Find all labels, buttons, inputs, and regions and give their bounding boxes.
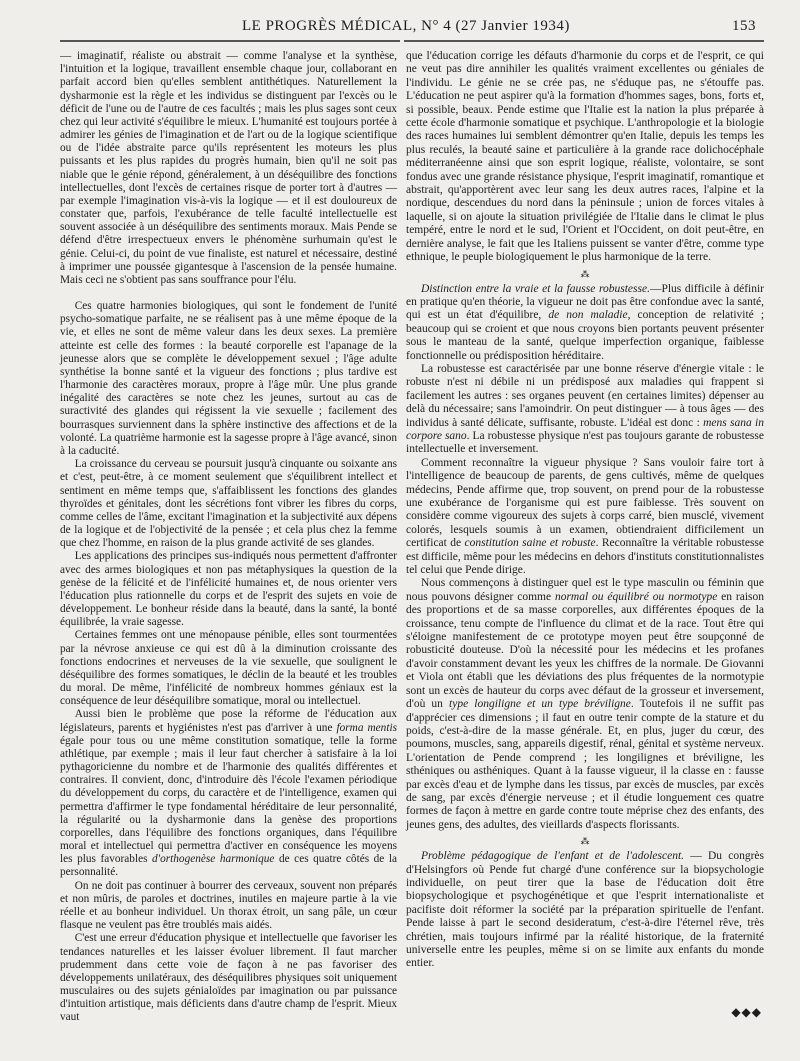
text-run: de ces quatre côtés de la personnalité. (60, 853, 397, 879)
paragraph: On ne doit pas continuer à bourrer des cerveaux, souvent non préparés et non mûris, de paroles et doctrines, inutiles en majeure partie à la vie réelle et au bonheur individuel. Un thorax étroit, un sang pâle, un cœur flasque ne veulent pas être troublés mais aidés. (60, 879, 397, 932)
italic-term: de non maladie (548, 309, 628, 322)
paragraph: que l'éducation corrige les défauts d'harmonie du corps et de l'esprit, ce qui ne veut pas dire annihiler les qualités vraiment excellentes ou géniales de l'individu. Le génie ne se crée pas, ne s'éduque pas, ne s'étouffe pas. L'éducation ne peut aspirer qu'à la formation d'hommes sages, bons, forts et, si possible, beaux. Pende estime que l'Italie est la nation la plus préparée à cette école d'harmonie somatique et psychique. L'anthropologie et la biologie des races humaines lui semblent démontrer qu'en Italie, depuis les temps les plus reculés, la beauté saine et particulière à la grande race dolichocéphale méditerranéenne ainsi que son esprit logique, réaliste, volontaire, se sont fondus avec une grande résistance physique, l'esprit imaginatif, romantique et abstrait, qu'apportèrent avec leur sang les deux autres races, l'alpine et la nordique, descendues du nord dans la péninsule ; union de forces vitales à laquelle, si on ajoute la situation privilégiée de l'Italie dans le climat le plus tempéré, entre le nord et le sud, l'Orient et l'Occident, on doit peut-être, en dernière analyse, le fait que les Italiens puissent se vanter d'être, comme type ethnique, le peuple biologiquement le plus harmonique de la terre. (406, 50, 764, 264)
paragraph (406, 577, 764, 832)
paragraph: Les applications des principes sus-indiqués nous permettent d'affronter avec des armes biologiques et non pas métaphysiques la question de la genèse de la félicité et de l'infélicité humaines et, de nous orienter vers l'éducation plus rationnelle du corps et de l'esprit des sujets en voie de développement. Le bonheur réside dans la beauté, dans la santé, la bonté équilibrée, la vraie sagesse. (60, 550, 397, 629)
paragraph: La croissance du cerveau se poursuit jusqu'à cinquante ou soixante ans et c'est, peut-être, à ce moment seulement que s'équilibrent intellect et sentiment en même temps que, s'affaiblissent les fonctions des glandes thyroïdes et génitales, dont les sécrétions font vibrer les fibres du corps, comme celles de l'âme, excitant l'imagination et la subjectivité aux dépens de la logique et de l'objectivité de la pensée ; et cela plus chez la femme que chez l'homme, en raison de la plus grande activité de ses glandes. (60, 458, 397, 550)
italic-term: normal ou équilibré ou normotype (554, 590, 718, 603)
text-run: . Toutefois il ne suffit pas d'apprécier ces dimensions ; il faut en outre tenir compte de la stature et du poids, c'est-à-dire de la masse générale. Et, en plus, juger du cœur, des poumons, muscles, sang, appareils digestif, rénal, génital et système nerveux. L'orientation de Pende comprend ; les longilignes et bréviligne, les sthéniques ou asthéniques. Quant à la fausse vigueur, il la classe en : fausse par excès d'eau et de lymphe dans les tissus, par excès de muscles, par excès de sang, par excès d'énergie nerveuse ; et il étudie longuement ces quatre formes de façon à mettre en garde contre toute méprise chez des enfants, des jeunes gens, des adultes, des vieillards d'aspects florissants. (406, 698, 764, 831)
text-run: égale pour tous ou une même constitution somatique, telle la forme athlétique, par exemple ; mais il leur faut chercher à satisfaire à la loi pythagoricienne du nombre et de l'harmonie des qualités différentes et contraires. Il convient, donc, d'introduire dès l'école l'examen périodique du développement du corps, du caractère et de l'intelligence, examen qui permettra d'affirmer le type fondamental héréditaire de leur personnalité, la régularité ou la dysharmonie dans la genèse des proportions corporelles, dans l'équilibre des fonctions organiques, dans l'équilibre moral et intellectuel qui permettra d'activer en conséquence les moyens les plus favorables (60, 734, 397, 866)
text-run: — Du congrès d'Helsingfors où Pende fut chargé d'une conférence sur la biopsychologie individuelle, on peut tirer que la base de l'éducation doit être biopsychologique et psychogénétique et que l'esprit internationaliste et pacifiste doit réformer la société par la préparation spirituelle de l'enfant. Pende laisse à part le second desideratum, c'est-à-dire l'éternel rêve, très chrétien, mais toujours infirmé par la réalité historique, de la fraternité universelle entre les peuples, même si on se limite aux enfants du monde entier. (406, 850, 764, 970)
running-header (62, 14, 760, 38)
paragraph (406, 457, 764, 578)
paragraph: Certaines femmes ont une ménopause pénible, elles sont tourmentées par la névrose anxieuse ce qui est dû à la diminution croissante des fonctions endocrines et nerveuses de la vie sexuelle, que soulignent le déséquilibre des formes somatiques, le déclin de la beauté et les troubles du moral. De même, l'infélicité de nombreux hommes géniaux est la conséquence de leur déséquilibre somatique, moral ou intellectuel. (60, 629, 397, 708)
text-run: La robustesse est caractérisée par une bonne réserve d'énergie vitale : le robuste n'est ni débile ni un prédisposé aux maladies qui frappent si facilement les autres : ses organes peuvent (en certaines limites) dépenser au delà du nécessaire; sans l'amoindrir. On peut distinguer — à tous âges — des individus à santé délicate, suffisante, robuste. L'idéal est donc : (406, 362, 764, 429)
paragraph: Ces quatre harmonies biologiques, qui sont le fondement de l'unité psycho-somatique parfaite, ne se réalisent pas à une même époque de la vie, et elles ne sont de même valeur dans les deux sexes. La première atteinte est celle des formes : la beauté corporelle est l'apanage de la jeunesse alors que se complète le développement sexuel ; l'âge adulte synthétise la bonne santé et la vigueur des fonctions ; plus tardive est l'harmonie des caractères moraux, propre à l'âge mûr. Une plus grande inégalité des caractères se note chez les jeunes, surtout au cas de suractivité des glandes qui régissent la vie sexuelle ; facilement des bourrasques surviennent dans la sphère instinctive des affections et de la volonté. La quatrième harmonie est la sagesse propre à l'âge avancé, sinon à la caducité. (60, 300, 397, 457)
text-run: . Reconnaître la véritable robustesse est difficile, même pour les médecins en dehors d'instituts constitutionnalistes tel celui que Pende dirige. (406, 537, 764, 577)
right-column (406, 50, 764, 971)
text-run: —Plus difficile à définir en pratique qu'en théorie, la vigueur ne doit pas être confondue avec la santé, qui est un état d'équilibre, (406, 282, 765, 322)
italic-term: mens sana in corpore sano (406, 416, 765, 442)
header-rule-right (404, 40, 764, 42)
text-run: en raison des proportions et de sa masse corporelles, aux différentes époques de la croissance, tenu compte de l'influence du climat et de la race. Tout être qui s'éloigne manifestement de ce prototype moyen peut être soupçonné de robusticité douteuse. D'où la nécessité pour les médecins et les profanes d'avoir constamment devant les yeux les chiffres de la normale. De Giovanni et Viola ont établi que les déviations des plus fréquentes de la normotypie sont un excès de hauteur du corps avec défaut de la grosseur et inversement, d'où un (406, 590, 765, 711)
page-number: 153 (732, 18, 756, 34)
section-heading: Problème pédagogique de l'enfant et de l'adolescent. (420, 850, 685, 863)
text-run: . La robustesse physique n'est pas toujours garante de robustesse intellectuelle et inversement. (406, 429, 764, 456)
journal-title: LE PROGRÈS MÉDICAL, N° 4 (27 Janvier 1934) (242, 18, 570, 34)
text-run: Nous commençons à distinguer quel est le type masculin ou féminin que nous pouvons désigner comme (406, 577, 764, 603)
italic-term: forma mentis (336, 721, 397, 734)
italic-term: constitution saine et robuste (464, 537, 596, 550)
italic-term: type longiligne et un type bréviligne (449, 698, 631, 711)
section-separator: ⁂ (580, 836, 590, 847)
left-column (60, 50, 397, 1025)
paragraph: — imaginatif, réaliste ou abstrait — comme l'analyse et la synthèse, l'intuition et la logique, travaillent ensemble chaque jour, collaborant en parfait accord bien qu'elles semblent antithétiques. Naturellement la dysharmonie est la règle et les individus se distinguent par l'excès ou le déficit de l'une ou de l'autre de ces facultés ; mais les plus sages sont ceux chez qui leur activité s'équilibre le mieux. L'humanité est toujours portée à admirer les génies de l'imagination et de l'art ou de la logique scientifique ou de l'idée abstraite parce qu'ils représentent les moteurs les plus puissants et les plus rapides du progrès humain, bien qu'il ne soit pas niable que le génie répond, généralement, à un déséquilibre des fonctions intellectuelles, dont l'excès de certaines risque de porter tort à d'autres — par exemple l'imagination vis-à-vis la logique — et il est douloureux de constater que, parfois, l'exubérance de telle faculté intellectuelle est souvent associée à un déséquilibre des sentiments moraux. Mais Pende se défend d'être irrespectueux envers le phénomène surhumain qu'est le génie. Celui-ci, du point de vue finaliste, est naturel et nécessaire, destiné à imprimer une poussée gigantesque à l'ascension de la pensée humaine. Mais ceci ne s'obtient pas sans souffrance pour l'élu. (60, 50, 397, 286)
paragraph (406, 283, 764, 363)
paragraph (406, 850, 764, 971)
end-ornament: ◆◆◆ (731, 1005, 762, 1019)
paragraph (60, 708, 397, 879)
text-run: Aussi bien le problème que pose la réforme de l'éducation aux législateurs, parents et hygiénistes n'est pas d'arriver à une (60, 708, 397, 734)
section-separator: ⁂ (580, 268, 590, 279)
italic-term: d'orthogenèse harmonique (152, 853, 275, 866)
paragraph: C'est une erreur d'éducation physique et intellectuelle que favoriser les tendances naturelles et les laisser évoluer librement. Il faut marcher prudemment dans cette voie de façon à ne pas favoriser des développements unilatéraux, des déséquilibres physiques soit uniquement musculaires ou des sujets génialoïdes par imagination ou par puissance d'intuition artistique, mais déficients dans d'autre champ de l'esprit. Mieux vaut (60, 932, 397, 1024)
paragraph (406, 363, 764, 457)
text-run: Comment reconnaître la vigueur physique ? Sans vouloir faire tort à l'intelligence de beaucoup de parents, de gens cultivés, même de quelques médecins, Pende affirme que, trop souvent, on prend pour de la robustesse une exubérance de l'organisme qui est pure faiblesse. Très souvent on considère comme vigoureux des sujets à corps carré, bien musclé, vivement colorés, lesquels soumis à un examen, obtiendraient difficilement un certificat de (406, 456, 764, 550)
section-heading: Distinction entre la vraie et la fausse robustesse. (420, 282, 650, 295)
text-run: , conception de relativité ; beaucoup qui se croient et que nous croyons bien portants peuvent présenter sous le manteau de la santé, quelque imperfection organique, faiblesse fonctionnelle ou prédisposition héréditaire. (406, 309, 765, 362)
header-rule-left (60, 40, 400, 42)
